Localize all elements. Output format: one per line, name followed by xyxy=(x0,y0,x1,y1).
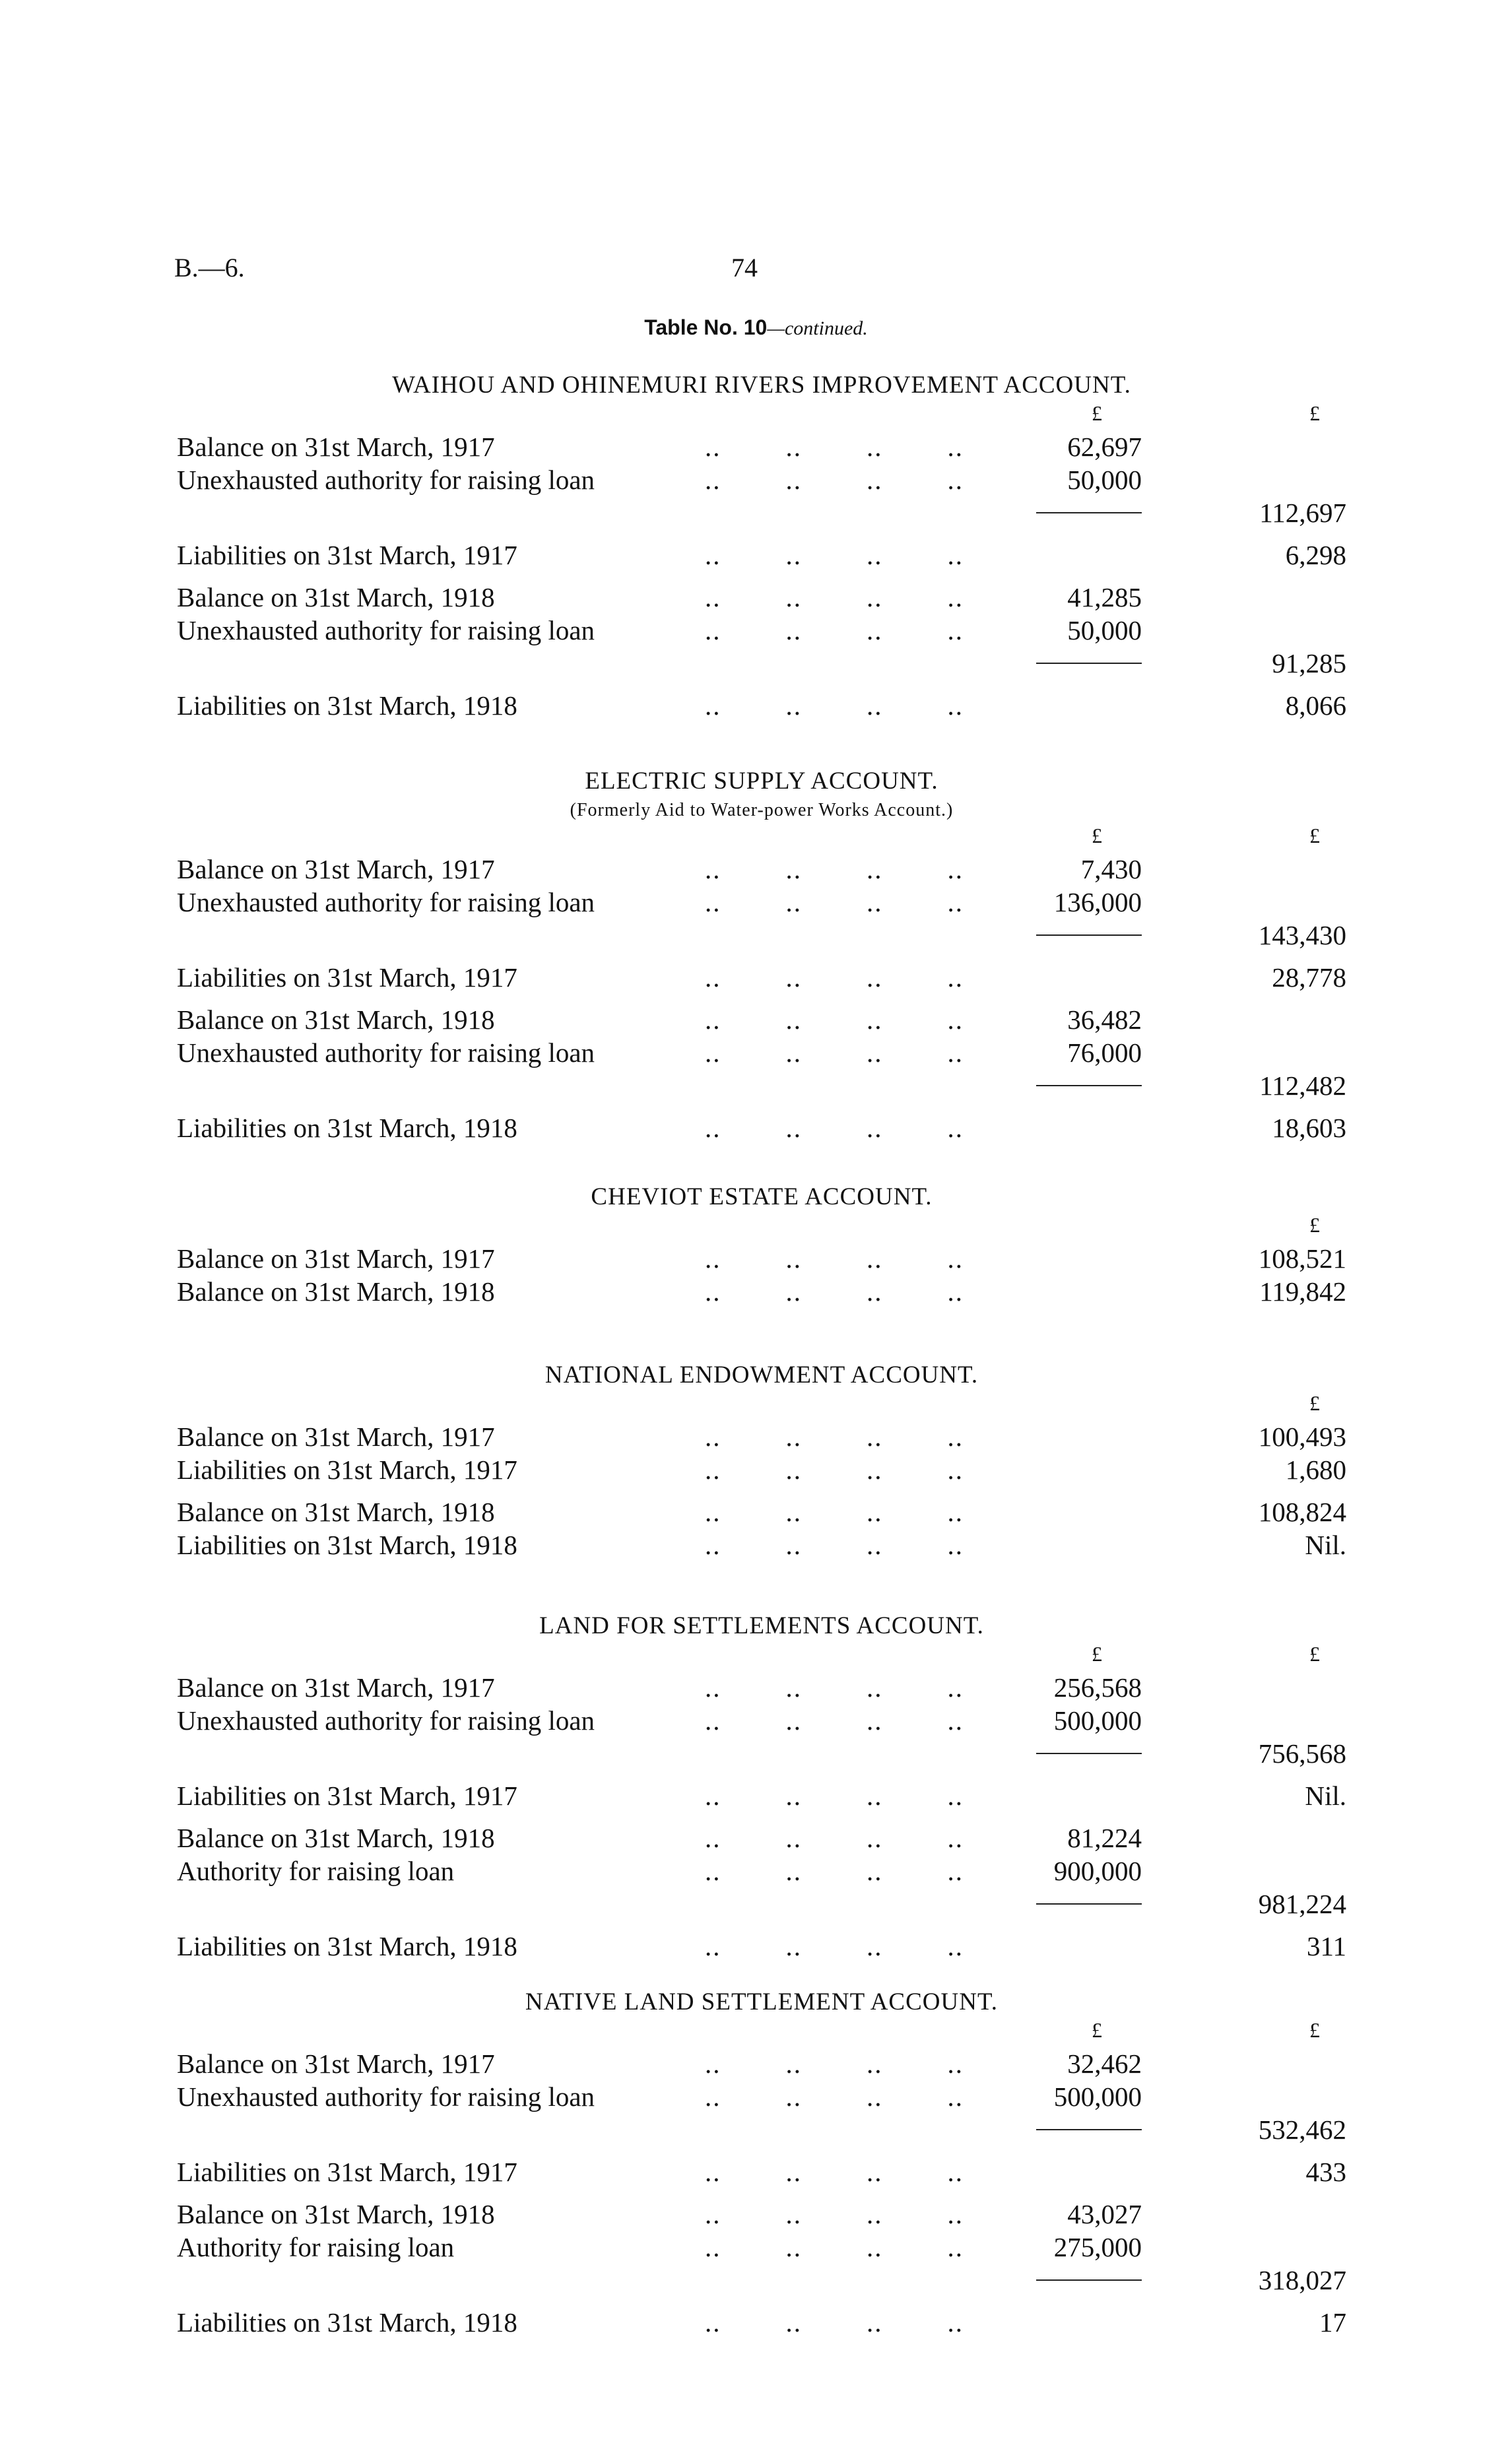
table-row xyxy=(177,2231,1346,2264)
table-row xyxy=(177,2306,1346,2339)
currency-header xyxy=(177,2018,1346,2047)
amount-column-1: 43,027 xyxy=(1067,2199,1142,2229)
amount-column-2: 1,680 xyxy=(1285,1455,1346,1485)
table-row xyxy=(177,1495,1346,1528)
table-title xyxy=(0,315,1512,340)
subtotal-rule xyxy=(1036,512,1142,513)
currency-symbol: £ xyxy=(1309,1391,1320,1415)
amount-column-2: 119,842 xyxy=(1259,1276,1346,1307)
table-row xyxy=(177,1003,1346,1036)
row-label: Liabilities on 31st March, 1918 xyxy=(177,690,517,721)
row-label: Balance on 31st March, 1918 xyxy=(177,1004,495,1035)
leader-dots: .. .. .. .. xyxy=(705,1422,964,1452)
amount-column-2: 108,521 xyxy=(1258,1243,1346,1274)
currency-symbol: £ xyxy=(1092,1642,1102,1666)
row-label: Balance on 31st March, 1917 xyxy=(177,1672,495,1703)
section-title: NATIONAL ENDOWMENT ACCOUNT. xyxy=(544,1361,979,1389)
table-row xyxy=(177,689,1346,722)
document-reference: B.—6. xyxy=(174,253,245,282)
table-row xyxy=(177,853,1346,886)
row-label: Unexhausted authority for raising loan xyxy=(177,2081,595,2112)
leader-dots: .. .. .. .. xyxy=(705,1931,964,1961)
amount-column-2: 112,697 xyxy=(1259,498,1346,528)
amount-column-1: 76,000 xyxy=(1067,1037,1142,1068)
amount-column-1: 275,000 xyxy=(1053,2232,1142,2262)
amount-column-1: 32,462 xyxy=(1067,2048,1142,2079)
table-row xyxy=(177,1069,1346,1102)
leader-dots: .. .. .. .. xyxy=(705,582,964,612)
currency-symbol: £ xyxy=(1309,401,1320,425)
account-section xyxy=(177,1181,1346,1308)
leader-dots: .. .. .. .. xyxy=(705,1004,964,1035)
currency-header xyxy=(177,401,1346,430)
subtotal-rule xyxy=(1036,2129,1142,2130)
leader-dots: .. .. .. .. xyxy=(705,540,964,570)
amount-column-2: 18,603 xyxy=(1272,1113,1346,1143)
section-subtitle: (Formerly Aid to Water-power Works Account.) xyxy=(570,800,954,820)
row-label: Liabilities on 31st March, 1917 xyxy=(177,540,517,570)
leader-dots: .. .. .. .. xyxy=(705,1672,964,1703)
amount-column-1: 256,568 xyxy=(1053,1672,1142,1703)
table-row xyxy=(177,1887,1346,1920)
subtotal-rule xyxy=(1036,1085,1142,1086)
amount-column-2: 6,298 xyxy=(1285,540,1346,570)
leader-dots: .. .. .. .. xyxy=(705,2048,964,2079)
row-label: Unexhausted authority for raising loan xyxy=(177,1705,595,1736)
table-row xyxy=(177,1420,1346,1453)
amount-column-1: 62,697 xyxy=(1067,432,1142,462)
section-title: ELECTRIC SUPPLY ACCOUNT. xyxy=(585,768,938,795)
table-row xyxy=(177,1821,1346,1854)
amount-column-2: 8,066 xyxy=(1285,690,1346,721)
row-label: Liabilities on 31st March, 1917 xyxy=(177,962,517,993)
leader-dots: .. .. .. .. xyxy=(705,2081,964,2112)
table-row xyxy=(177,1854,1346,1887)
table-row xyxy=(177,2080,1346,2113)
subtotal-rule xyxy=(1036,663,1142,664)
leader-dots: .. .. .. .. xyxy=(705,854,964,884)
amount-column-2: 532,462 xyxy=(1258,2114,1346,2145)
table-title-suffix: —continued. xyxy=(767,317,868,339)
leader-dots: .. .. .. .. xyxy=(705,2199,964,2229)
amount-column-2: 433 xyxy=(1305,2157,1346,2187)
amount-column-2: Nil. xyxy=(1305,1781,1346,1811)
table-row xyxy=(177,614,1346,647)
table-row xyxy=(177,1779,1346,1812)
row-label: Unexhausted authority for raising loan xyxy=(177,615,595,645)
amount-column-1: 136,000 xyxy=(1053,887,1142,917)
amount-column-2: 143,430 xyxy=(1258,920,1346,950)
account-section xyxy=(177,1359,1346,1561)
table-row xyxy=(177,1528,1346,1561)
row-label: Balance on 31st March, 1918 xyxy=(177,582,495,612)
page-number: 74 xyxy=(731,253,758,282)
subtotal-rule xyxy=(1036,2279,1142,2281)
amount-column-2: 318,027 xyxy=(1258,2265,1346,2295)
table-title-main: Table No. 10 xyxy=(644,315,768,339)
amount-column-1: 500,000 xyxy=(1053,1705,1142,1736)
table-row xyxy=(177,919,1346,952)
leader-dots: .. .. .. .. xyxy=(705,615,964,645)
row-label: Balance on 31st March, 1917 xyxy=(177,2048,495,2079)
row-label: Unexhausted authority for raising loan xyxy=(177,887,595,917)
amount-column-2: 756,568 xyxy=(1258,1738,1346,1769)
leader-dots: .. .. .. .. xyxy=(705,2307,964,2338)
leader-dots: .. .. .. .. xyxy=(705,465,964,495)
leader-dots: .. .. .. .. xyxy=(705,1037,964,1068)
table-row xyxy=(177,496,1346,529)
currency-header xyxy=(177,824,1346,853)
amount-column-2: 91,285 xyxy=(1272,648,1346,678)
row-label: Authority for raising loan xyxy=(177,2232,455,2262)
table-row xyxy=(177,1671,1346,1704)
row-label: Balance on 31st March, 1917 xyxy=(177,854,495,884)
leader-dots: .. .. .. .. xyxy=(705,1276,964,1307)
currency-symbol: £ xyxy=(1092,824,1102,847)
currency-header xyxy=(177,1391,1346,1420)
section-title: NATIVE LAND SETTLEMENT ACCOUNT. xyxy=(525,1988,999,2015)
leader-dots: .. .. .. .. xyxy=(705,1823,964,1853)
row-label: Balance on 31st March, 1917 xyxy=(177,1422,495,1452)
amount-column-2: 981,224 xyxy=(1258,1889,1346,1919)
section-title: LAND FOR SETTLEMENTS ACCOUNT. xyxy=(539,1612,984,1639)
amount-column-1: 500,000 xyxy=(1053,2081,1142,2112)
leader-dots: .. .. .. .. xyxy=(705,2232,964,2262)
row-label: Liabilities on 31st March, 1918 xyxy=(177,1530,517,1560)
row-label: Unexhausted authority for raising loan xyxy=(177,1037,595,1068)
account-section xyxy=(177,1610,1346,1963)
subtotal-rule xyxy=(1036,1753,1142,1754)
leader-dots: .. .. .. .. xyxy=(705,1243,964,1274)
currency-symbol: £ xyxy=(1092,401,1102,425)
amount-column-2: Nil. xyxy=(1305,1530,1346,1560)
leader-dots: .. .. .. .. xyxy=(705,1530,964,1560)
table-row xyxy=(177,1275,1346,1308)
row-label: Liabilities on 31st March, 1917 xyxy=(177,1455,517,1485)
leader-dots: .. .. .. .. xyxy=(705,1705,964,1736)
amount-column-1: 900,000 xyxy=(1053,1856,1142,1886)
section-title: WAIHOU AND OHINEMURI RIVERS IMPROVEMENT ACCOUNT. xyxy=(392,372,1131,399)
amount-column-2: 108,824 xyxy=(1258,1497,1346,1527)
row-label: Unexhausted authority for raising loan xyxy=(177,465,595,495)
leader-dots: .. .. .. .. xyxy=(705,962,964,993)
row-label: Balance on 31st March, 1918 xyxy=(177,1276,495,1307)
account-section xyxy=(177,766,1346,1144)
leader-dots: .. .. .. .. xyxy=(705,690,964,721)
leader-dots: .. .. .. .. xyxy=(705,1455,964,1485)
table-row xyxy=(177,886,1346,919)
amount-column-1: 7,430 xyxy=(1080,854,1142,884)
row-label: Balance on 31st March, 1918 xyxy=(177,1497,495,1527)
row-label: Balance on 31st March, 1918 xyxy=(177,2199,495,2229)
amount-column-2: 311 xyxy=(1307,1931,1346,1961)
amount-column-2: 17 xyxy=(1319,2307,1346,2338)
amount-column-2: 112,482 xyxy=(1259,1070,1346,1101)
row-label: Liabilities on 31st March, 1918 xyxy=(177,1931,517,1961)
row-label: Liabilities on 31st March, 1917 xyxy=(177,1781,517,1811)
table-row xyxy=(177,539,1346,572)
currency-header xyxy=(177,1213,1346,1242)
table-row xyxy=(177,2113,1346,2146)
currency-symbol: £ xyxy=(1309,1213,1320,1237)
table-row xyxy=(177,1704,1346,1737)
row-label: Authority for raising loan xyxy=(177,1856,455,1886)
row-label: Balance on 31st March, 1918 xyxy=(177,1823,495,1853)
table-row xyxy=(177,581,1346,614)
leader-dots: .. .. .. .. xyxy=(705,432,964,462)
row-label: Liabilities on 31st March, 1917 xyxy=(177,2157,517,2187)
leader-dots: .. .. .. .. xyxy=(705,1497,964,1527)
leader-dots: .. .. .. .. xyxy=(705,1781,964,1811)
subtotal-rule xyxy=(1036,1903,1142,1905)
amount-column-2: 28,778 xyxy=(1272,962,1346,993)
table-row xyxy=(177,647,1346,680)
leader-dots: .. .. .. .. xyxy=(705,2157,964,2187)
table-row xyxy=(177,2198,1346,2231)
table-row xyxy=(177,463,1346,496)
table-row xyxy=(177,430,1346,463)
table-row xyxy=(177,961,1346,994)
amount-column-1: 41,285 xyxy=(1067,582,1142,612)
amount-column-1: 81,224 xyxy=(1067,1823,1142,1853)
account-section xyxy=(177,370,1346,722)
table-row xyxy=(177,2047,1346,2080)
currency-symbol: £ xyxy=(1309,824,1320,847)
amount-column-1: 36,482 xyxy=(1067,1004,1142,1035)
amount-column-1: 50,000 xyxy=(1067,465,1142,495)
table-row xyxy=(177,2264,1346,2297)
row-label: Balance on 31st March, 1917 xyxy=(177,1243,495,1274)
row-label: Liabilities on 31st March, 1918 xyxy=(177,1113,517,1143)
table-row xyxy=(177,1737,1346,1770)
amount-column-2: 100,493 xyxy=(1258,1422,1346,1452)
table-row xyxy=(177,1111,1346,1144)
leader-dots: .. .. .. .. xyxy=(705,1113,964,1143)
table-row xyxy=(177,2155,1346,2188)
leader-dots: .. .. .. .. xyxy=(705,887,964,917)
row-label: Liabilities on 31st March, 1918 xyxy=(177,2307,517,2338)
table-row xyxy=(177,1930,1346,1963)
subtotal-rule xyxy=(1036,934,1142,936)
currency-symbol: £ xyxy=(1092,2018,1102,2042)
currency-header xyxy=(177,1642,1346,1671)
currency-symbol: £ xyxy=(1309,2018,1320,2042)
section-title: CHEVIOT ESTATE ACCOUNT. xyxy=(591,1183,933,1210)
account-section xyxy=(177,1986,1346,2339)
table-row xyxy=(177,1036,1346,1069)
table-row xyxy=(177,1242,1346,1275)
table-row xyxy=(177,1453,1346,1486)
amount-column-1: 50,000 xyxy=(1067,615,1142,645)
currency-symbol: £ xyxy=(1309,1642,1320,1666)
leader-dots: .. .. .. .. xyxy=(705,1856,964,1886)
row-label: Balance on 31st March, 1917 xyxy=(177,432,495,462)
